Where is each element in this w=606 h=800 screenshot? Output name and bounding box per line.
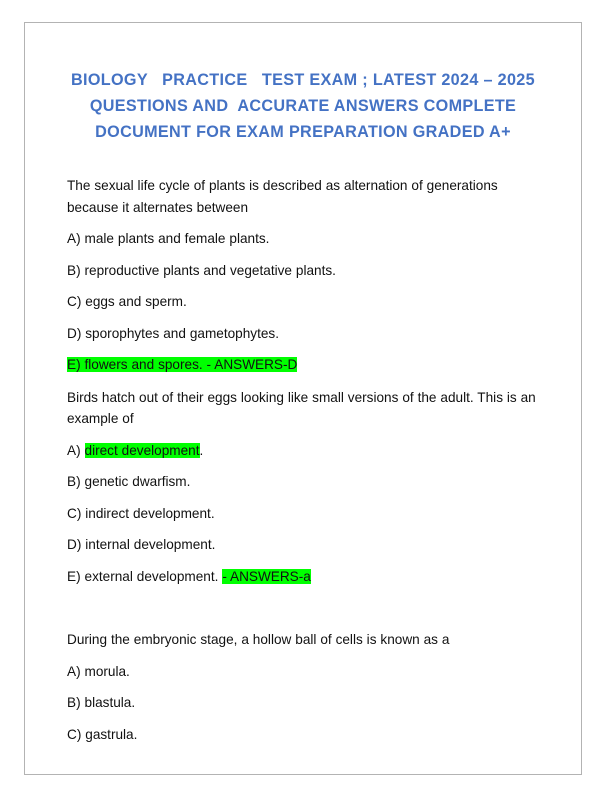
question-block (67, 629, 539, 745)
question-option (67, 440, 539, 462)
page-title-line: QUESTIONS AND ACCURATE ANSWERS COMPLETE (89, 97, 517, 115)
highlighted-answer: E) flowers and spores. - ANSWERS-D (67, 357, 298, 372)
question-option (67, 228, 539, 250)
question-option (67, 260, 539, 282)
question-option (67, 354, 539, 376)
page-title-line: DOCUMENT FOR EXAM PREPARATION GRADED A+ (95, 123, 511, 141)
option-text: A) (67, 442, 85, 458)
question-stem: During the embryonic stage, a hollow ball of cells is known as a (67, 632, 450, 647)
option-text: D) internal development. (67, 537, 216, 552)
question-option (67, 291, 539, 313)
option-text: B) genetic dwarfism. (67, 474, 191, 489)
highlighted-answer: direct development (84, 442, 200, 458)
option-text-trailing: . (199, 442, 204, 458)
page-content (67, 23, 539, 745)
option-text: C) indirect development. (67, 505, 215, 521)
question-option (67, 503, 539, 525)
question-stem: The sexual life cycle of plants is described as alternation of generations because it alternates between (67, 178, 498, 215)
question-block (67, 175, 539, 376)
option-text: C) gastrula. (67, 726, 138, 742)
document-page (24, 22, 582, 775)
question-option (67, 534, 539, 556)
question-stem: Birds hatch out of their eggs looking like small versions of the adult. This is an example of (67, 389, 536, 426)
option-text: E) external development. (67, 568, 223, 584)
question-block (67, 387, 539, 588)
question-option (67, 323, 539, 345)
question-option (67, 724, 539, 746)
question-option (67, 692, 539, 714)
option-text: B) reproductive plants and vegetative plants. (67, 262, 336, 278)
option-text: B) blastula. (67, 695, 136, 710)
option-text: C) eggs and sperm. (67, 294, 187, 309)
question-option (67, 661, 539, 683)
question-option (67, 471, 539, 493)
highlighted-answer: - ANSWERS-a (222, 568, 311, 584)
option-text: A) male plants and female plants. (67, 231, 270, 246)
page-title (67, 23, 539, 145)
option-text: D) sporophytes and gametophytes. (67, 325, 279, 341)
page-title-line: BIOLOGY PRACTICE TEST EXAM ; LATEST 2024 – 2025 (71, 71, 535, 89)
option-text: A) morula. (67, 663, 130, 679)
question-option (67, 566, 539, 588)
questions-container (67, 175, 539, 745)
